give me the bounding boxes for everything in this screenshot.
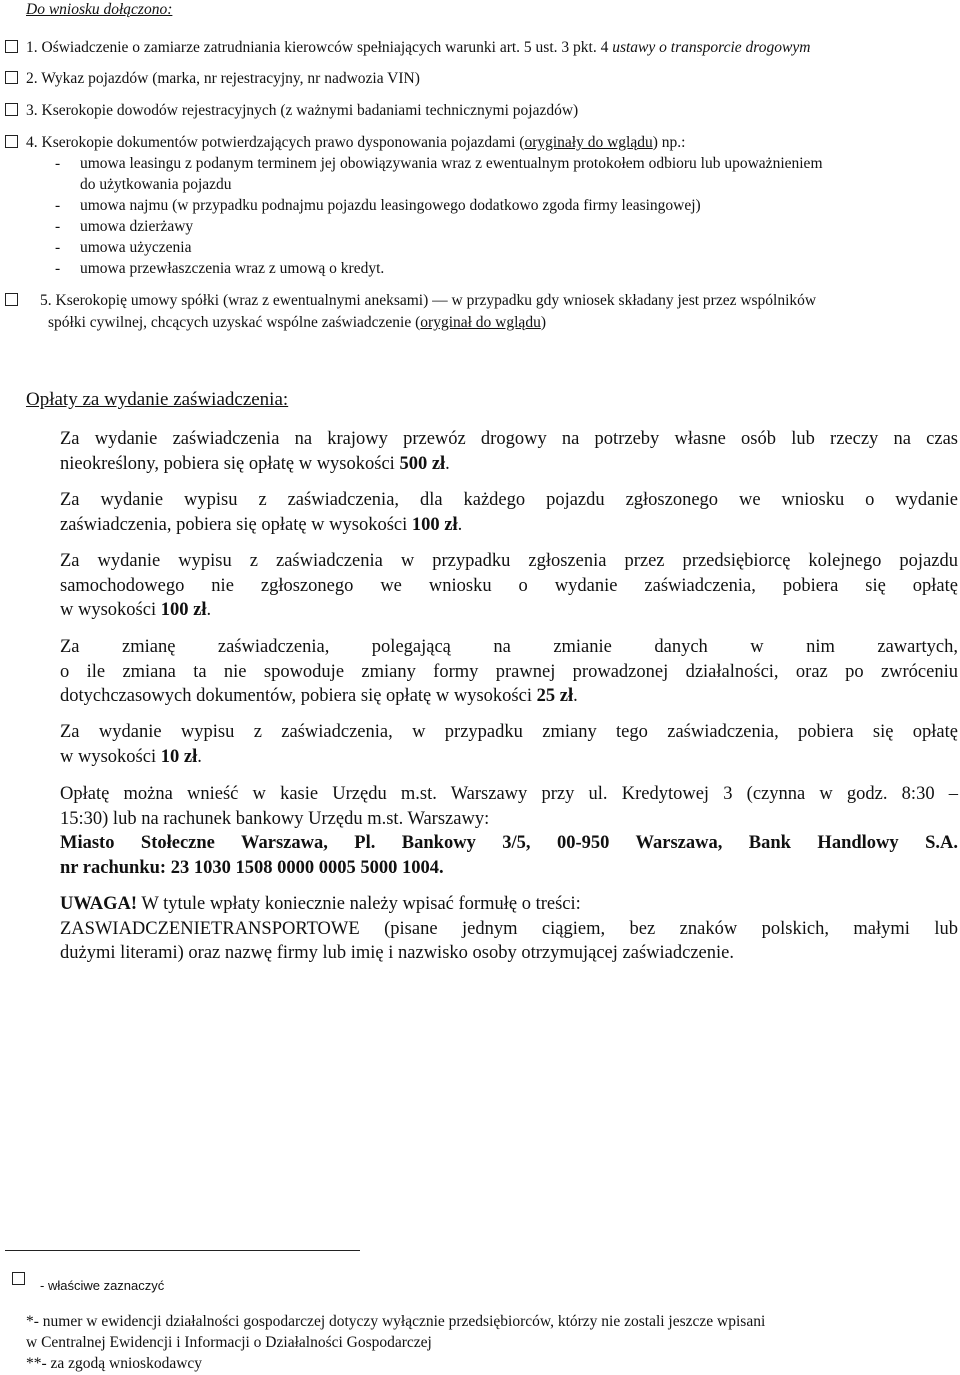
paragraph-line: Za wydanie wypisu z zaświadczenia, w przypadku zmiany tego zaświadczenia, pobiera się opłatę: [60, 722, 958, 742]
sub-item-dzierzawa: umowa dzierżawy: [80, 218, 194, 235]
paragraph-line: Za wydanie wypisu z zaświadczenia, dla każdego pojazdu zgłoszonego we wniosku o wydanie: [60, 490, 958, 510]
item-text-after: ) np.:: [652, 134, 686, 151]
bank-account-number: nr rachunku: 23 1030 1508 0000 0005 5000 1004.: [60, 857, 444, 878]
paragraph-line: Za wydanie wypisu z zaświadczenia w przypadku zgłoszenia przez przedsiębiorcę kolejnego pojazdu: [60, 551, 958, 571]
sub-item-dash: -: [55, 260, 61, 277]
fee-amount: 100 zł: [160, 600, 207, 620]
payment-info: [60, 782, 958, 880]
paragraph-line: w wysokości: [60, 746, 161, 767]
attachment-item-4: [26, 133, 685, 153]
sub-item-przewlaszczenie: umowa przewłaszczenia wraz z umową o kredyt.: [80, 260, 385, 277]
sub-item-dash: -: [55, 155, 61, 172]
sub-item-dash: -: [55, 218, 61, 235]
paragraph-end: .: [573, 686, 578, 706]
item-italic-text: ustawy o transporcie drogowym: [612, 39, 811, 56]
item-underlined-text: oryginały do wglądu: [524, 134, 653, 151]
warning-line: W tytule wpłaty koniecznie należy wpisać formułę o treści:: [137, 894, 581, 914]
checkbox-item-4[interactable]: [5, 135, 18, 148]
checkbox-item-2[interactable]: [5, 71, 18, 84]
item-number: 5.: [40, 292, 52, 309]
paragraph-line: Za zmianę zaświadczenia, polegającą na zmianie danych w nim zawartych,: [60, 637, 958, 657]
paragraph-line: Za wydanie zaświadczenia na krajowy przewóz drogowy na potrzeby własne osób lub rzeczy na czas: [60, 429, 958, 449]
bank-address: Miasto Stołeczne Warszawa, Pl. Bankowy 3/5, 00-950 Warszawa, Bank Handlowy S.A.: [60, 833, 958, 853]
fee-paragraph-2: [60, 488, 958, 537]
fee-paragraph-5: [60, 720, 958, 769]
paragraph-end: .: [197, 746, 202, 767]
footnote-1-continuation: w Centralnej Ewidencji i Informacji o Działalności Gospodarczej: [26, 1334, 432, 1351]
fee-amount: 25 zł: [536, 686, 574, 706]
attachment-item-5: [40, 291, 816, 311]
paragraph-end: .: [206, 600, 212, 620]
item-number: 1.: [26, 39, 38, 56]
sub-item-dash: -: [55, 239, 61, 256]
payment-line: Opłatę można wnieść w kasie Urzędu m.st. Warszawy przy ul. Kredytowej 3 (czynna w godz. 8:30 –: [60, 784, 958, 804]
fee-amount: 10 zł: [160, 746, 198, 767]
item-number: 4.: [26, 134, 38, 151]
sub-item-najem: umowa najmu (w przypadku podnajmu pojazdu leasingowego dodatkowo zgoda firmy leasingowej): [80, 197, 701, 214]
paragraph-line: o ile zmiana ta nie spowoduje zmiany formy prawnej prowadzonej działalności, oraz po zwróceniu: [60, 661, 958, 682]
footnote-divider: [5, 1250, 360, 1251]
item-text-after: ): [540, 314, 546, 331]
warning-label: UWAGA!: [60, 894, 138, 914]
paragraph-line: w wysokości: [60, 600, 161, 620]
payment-line: 15:30) lub na rachunek bankowy Urzędu m.st. Warszawy:: [60, 808, 490, 829]
item-text: Kserokopię umowy spółki (wraz z ewentualnymi aneksami) — w przypadku gdy wniosek składany jest przez wspólników: [55, 292, 817, 309]
attachment-item-5-line2: [48, 313, 546, 333]
paragraph-end: .: [457, 514, 463, 535]
item-text: spółki cywilnej, chcących uzyskać wspólne zaświadczenie (: [48, 314, 421, 331]
checkbox-legend: [12, 1272, 25, 1285]
footnote-legend: - właściwe zaznaczyć: [40, 1278, 165, 1293]
item-text: Kserokopie dokumentów potwierdzających prawo dysponowania pojazdami (: [41, 134, 525, 151]
attachment-item-2: [26, 69, 420, 89]
paragraph-line: dotychczasowych dokumentów, pobiera się opłatę w wysokości: [60, 686, 537, 706]
checkbox-item-5[interactable]: [5, 293, 18, 306]
paragraph-line: zaświadczenia, pobiera się opłatę w wysokości: [60, 514, 412, 535]
footnote-1: *- numer w ewidencji działalności gospodarczej dotyczy wyłącznie przedsiębiorców, którzy nie zostali jeszcze wpisani: [26, 1313, 766, 1330]
payment-warning: [60, 892, 958, 966]
fees-heading: Opłaty za wydanie zaświadczenia:: [26, 389, 289, 410]
page-title: Do wniosku dołączono:: [26, 1, 173, 18]
fee-paragraph-1: [60, 427, 958, 476]
sub-item-uzyczenie: umowa użyczenia: [80, 239, 192, 256]
paragraph-line: nieokreślony, pobiera się opłatę w wysokości: [60, 453, 400, 474]
item-text: Oświadczenie o zamiarze zatrudniania kierowców spełniających warunki art. 5 ust. 3 pkt. 4: [41, 39, 609, 56]
warning-line: dużymi literami) oraz nazwę firmy lub imię i nazwisko osoby otrzymującej zaświadczenie.: [60, 943, 734, 963]
paragraph-line: samochodowego nie zgłoszonego we wniosku o wydanie zaświadczenia, pobiera się opłatę: [60, 575, 958, 596]
attachment-item-3: [26, 101, 578, 121]
attachment-item-1: [26, 38, 810, 58]
item-text: Kserokopie dowodów rejestracyjnych (z ważnymi badaniami technicznymi pojazdów): [41, 102, 579, 119]
item-number: 3.: [26, 102, 38, 119]
footnote-2: **- za zgodą wnioskodawcy: [26, 1355, 203, 1372]
paragraph-end: .: [445, 453, 450, 474]
sub-item-leasing: umowa leasingu z podanym terminem jej obowiązywania wraz z ewentualnym protokołem odbioru lub upoważnieniem: [80, 155, 823, 172]
fee-paragraph-4: [60, 635, 958, 709]
fee-amount: 500 zł: [399, 453, 446, 474]
checkbox-item-1[interactable]: [5, 40, 18, 53]
sub-item-leasing-continuation: do użytkowania pojazdu: [80, 176, 232, 193]
item-text: Wykaz pojazdów (marka, nr rejestracyjny, nr nadwozia VIN): [41, 70, 420, 87]
fee-amount: 100 zł: [411, 514, 458, 535]
sub-item-dash: -: [55, 197, 61, 214]
fee-paragraph-3: [60, 549, 958, 623]
warning-line: ZASWIADCZENIETRANSPORTOWE (pisane jednym ciągiem, bez znaków polskich, małymi lub: [60, 918, 958, 939]
item-number: 2.: [26, 70, 38, 87]
item-underlined-text: oryginał do wglądu: [420, 314, 541, 331]
checkbox-item-3[interactable]: [5, 103, 18, 116]
